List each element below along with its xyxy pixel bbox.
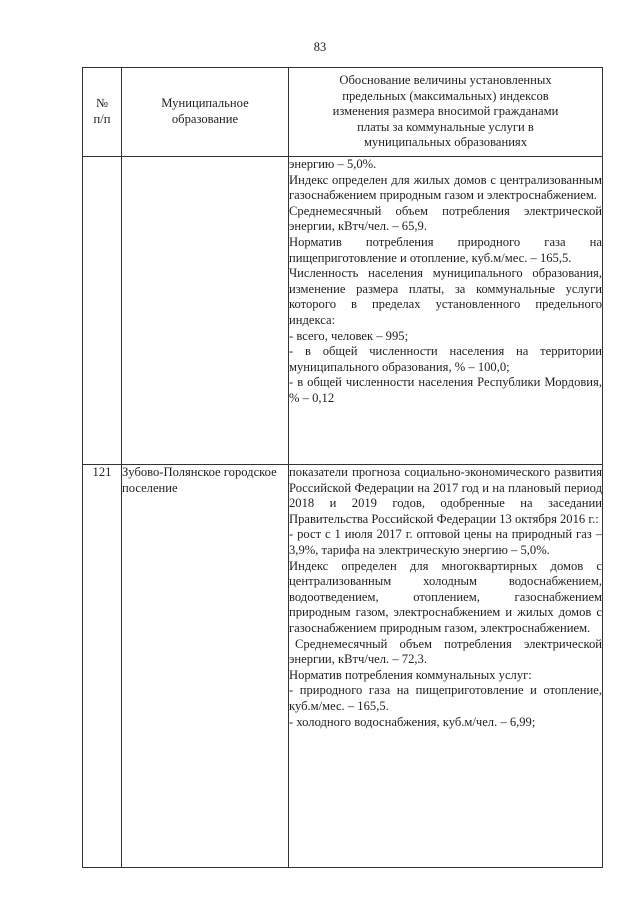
table-row	[83, 157, 603, 465]
header-number: № п/п	[83, 68, 122, 157]
paragraph: Норматив потребления коммунальных услуг:	[289, 667, 532, 682]
row-municipality: Зубово-Полянское городское поселение	[122, 465, 289, 868]
paragraph: Индекс определен для многоквартирных домов с централизованным холодным водоснабжением, водоотведением, отоплением, газоснабжением природным газом, электроснабжением и жилых домов с газоснабжением природным газом, электроснабжением.	[289, 558, 602, 635]
paragraph: - холодного водоснабжения, куб.м/чел. – 6,99;	[289, 714, 536, 729]
header-justification: Обоснование величины установленных предельных (максимальных) индексов изменения размера вносимой гражданами платы за коммунальные услуги в муниципальных образованиях	[289, 68, 603, 157]
paragraph: Среднемесячный объем потребления электрической энергии, кВтч/чел. – 72,3.	[289, 636, 602, 667]
paragraph: Норматив потребления природного газа на пищеприготовление и отопление, куб.м/мес. – 165,5.	[289, 234, 602, 265]
paragraph: Численность населения муниципального образования, изменение размера платы, за коммунальные услуги которого в пределах установленного предельного индекса:	[289, 266, 602, 327]
paragraph: Среднемесячный объем потребления электрической энергии, кВтч/чел. – 65,9.	[289, 203, 602, 234]
paragraph: показатели прогноза социально-экономического развития Российской Федерации на 2017 год и на плановый период 2018 и 2019 годов, одобренные на заседании Правительства Российской Федерации 13 октября 2016 г.:	[289, 465, 602, 526]
indices-table	[82, 67, 603, 868]
paragraph: - в общей численности населения на территории муниципального образования, % – 100,0;	[289, 344, 602, 374]
table-row	[83, 465, 603, 868]
row-number	[83, 157, 122, 465]
paragraph: энергию – 5,0%.	[289, 157, 377, 171]
paragraph: - в общей численности населения Республики Мордовия, % – 0,12	[289, 375, 602, 405]
page-number: 83	[313, 40, 327, 54]
row-justification	[289, 157, 603, 465]
row-number: 121	[83, 465, 122, 868]
header-municipality: Муниципальное образование	[122, 68, 289, 157]
paragraph: - природного газа на пищеприготовление и отопление, куб.м/мес. – 165,5.	[289, 683, 602, 713]
row-municipality	[122, 157, 289, 465]
paragraph: - рост с 1 июля 2017 г. оптовой цены на природный газ – 3,9%, тарифа на электрическую энергию – 5,0%.	[289, 527, 602, 557]
paragraph: - всего, человек – 995;	[289, 328, 409, 343]
row-justification	[289, 465, 603, 868]
table-header-row	[83, 68, 603, 157]
paragraph: Индекс определен для жилых домов с централизованным газоснабжением природным газом и электроснабжением.	[289, 172, 602, 203]
